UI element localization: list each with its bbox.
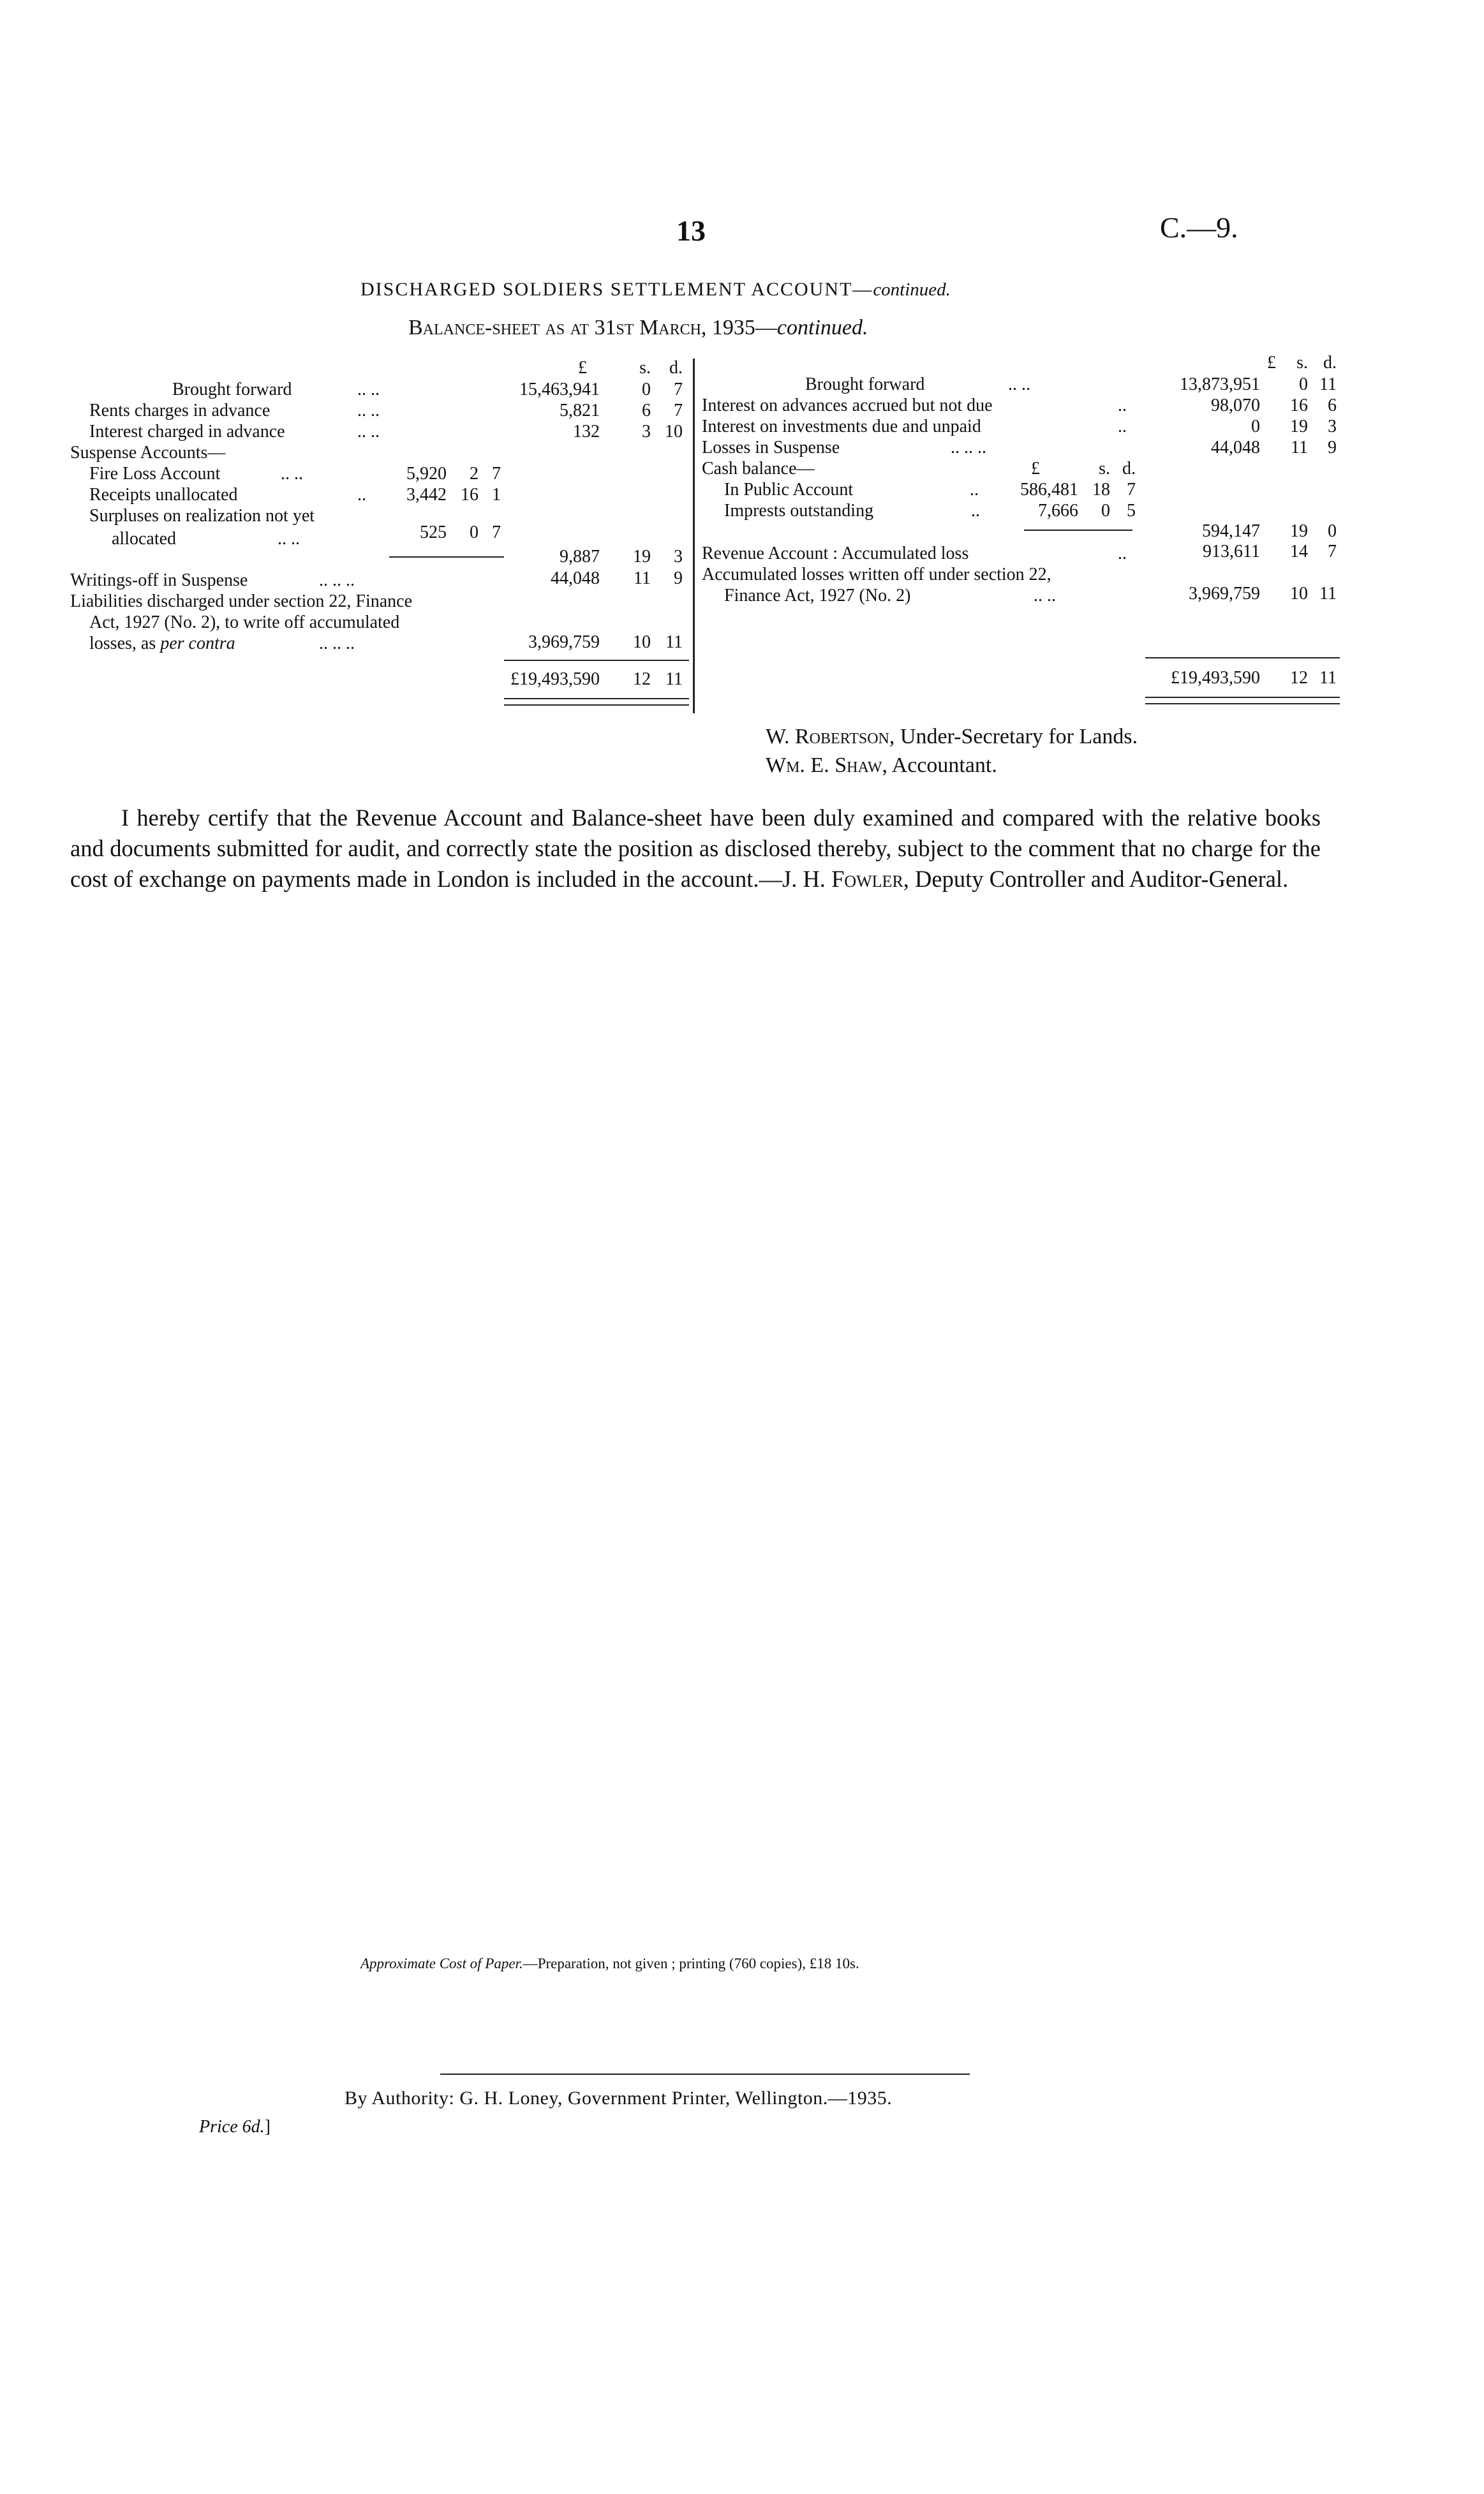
left-total-shillings: 12 (633, 669, 651, 689)
right-interest-advances-leader: .. (1118, 396, 1127, 415)
right-cash-total-pence: 0 (1328, 521, 1337, 541)
column-divider (693, 359, 695, 713)
left-suspense-total-pounds: 9,887 (560, 547, 600, 567)
audit-certificate (70, 803, 1321, 894)
left-fire-pence: 7 (492, 464, 501, 484)
right-losses-pence: 9 (1328, 438, 1337, 457)
left-total-pounds: £19,493,590 (510, 669, 600, 689)
left-liabilities-label: losses, as (89, 634, 161, 653)
left-fire-pounds: 5,920 (406, 464, 447, 484)
right-public-account-label: In Public Account (724, 480, 854, 500)
paper-code: C.—9. (1160, 211, 1238, 244)
right-interest-investments-leader: .. (1118, 417, 1127, 436)
right-public-account-pounds: 586,481 (1020, 480, 1078, 500)
right-revenue-pounds: 913,611 (1203, 542, 1260, 561)
signature-name-shaw: Wm. E. Shaw, (766, 753, 888, 777)
left-writings-pounds: 44,048 (551, 568, 600, 588)
left-fire-shillings: 2 (470, 464, 479, 484)
right-accumulated-leader: .. .. (1034, 586, 1056, 605)
right-interest-investments-shillings: 19 (1290, 417, 1308, 436)
left-total-double-rule (504, 698, 689, 706)
right-total-pounds: £19,493,590 (1171, 668, 1260, 688)
left-surpluses-label: allocated (112, 529, 177, 549)
left-surpluses-pounds: 525 (420, 523, 447, 542)
title-suffix: continued. (873, 279, 951, 300)
approximate-cost (360, 1956, 859, 1972)
certificate-title: Deputy Controller and Auditor-General. (909, 866, 1289, 892)
cost-text: —Preparation, not given ; printing (760 copies), £18 10s. (523, 1956, 859, 1971)
left-shilling-header: s. (639, 358, 651, 378)
right-imprests-pounds: 7,666 (1038, 501, 1078, 521)
right-shilling-header: s. (1296, 353, 1308, 373)
right-revenue-shillings: 14 (1290, 542, 1308, 561)
right-total-double-rule (1145, 697, 1340, 704)
left-suspense-total-pence: 3 (674, 547, 683, 567)
right-cash-heading: Cash balance— (702, 459, 815, 479)
left-writings-shillings: 11 (634, 568, 651, 588)
right-cash-pence-header: d. (1122, 459, 1136, 479)
right-brought-forward-pence: 11 (1319, 375, 1337, 394)
right-imprests-label: Imprests outstanding (724, 501, 874, 521)
left-total-pence: 11 (665, 669, 683, 689)
certificate-text: I hereby certify that the Revenue Account and Balance-sheet have been duly examined and compared with the relative books and documents submitted for audit, and correctly state the position as disclosed thereby, subject to the comment that no charge for the cost of exchange on payments made in London is included in the account.—J. H. (70, 805, 1321, 892)
signature-name-robertson: W. Robertson, (766, 725, 895, 748)
left-writings-leader: .. .. .. (319, 570, 355, 590)
certificate-name: Fowler, (831, 866, 909, 892)
price-label: Price 6d. (199, 2117, 265, 2137)
right-accumulated-pence: 11 (1319, 584, 1337, 604)
left-receipts-pounds: 3,442 (406, 485, 447, 505)
right-accumulated-line1: Accumulated losses written off under section 22, (702, 565, 1051, 584)
printing-authority: By Authority: G. H. Loney, Government Printer, Wellington.—1935. (345, 2088, 893, 2109)
document-title (360, 279, 951, 301)
right-public-account-shillings: 18 (1092, 480, 1110, 500)
right-interest-advances-pence: 6 (1328, 396, 1337, 415)
left-liabilities-line1: Liabilities discharged under section 22, Finance (70, 591, 413, 611)
page-number: 13 (676, 214, 706, 247)
right-cash-shilling-header: s. (1099, 459, 1110, 479)
right-losses-shillings: 11 (1291, 438, 1308, 457)
title-main: DISCHARGED SOLDIERS SETTLEMENT ACCOUNT— (360, 279, 873, 300)
signature-title-accountant: Accountant. (891, 753, 997, 777)
left-brought-forward-pence: 7 (674, 380, 683, 399)
left-interest-leader: .. .. (357, 422, 380, 442)
right-losses-label: Losses in Suspense (702, 438, 840, 457)
right-cash-pound-header: £ (1031, 459, 1040, 479)
right-imprests-leader: .. (971, 501, 980, 521)
left-pound-header: £ (578, 358, 587, 378)
left-liabilities-pounds: 3,969,759 (528, 632, 600, 652)
right-interest-investments-pounds: 0 (1251, 417, 1260, 436)
right-brought-forward-label: Brought forward (805, 375, 925, 394)
left-liabilities-pence: 11 (665, 632, 683, 652)
right-losses-leader: .. .. .. (951, 438, 986, 457)
left-surpluses-pence: 7 (492, 523, 501, 542)
right-pence-header: d. (1323, 353, 1337, 373)
right-cash-total-shillings: 19 (1290, 521, 1308, 541)
right-interest-investments-label: Interest on investments due and unpaid (702, 417, 981, 436)
left-pence-header: d. (669, 358, 683, 378)
left-fire-leader: .. .. (281, 464, 303, 484)
left-surpluses-line1: Surpluses on realization not yet (89, 506, 315, 526)
right-public-account-leader: .. (970, 480, 979, 500)
left-total-rule (504, 660, 689, 661)
cost-label: Approximate Cost of Paper. (360, 1956, 523, 1971)
left-interest-pence: 10 (665, 422, 683, 442)
left-rents-pence: 7 (674, 401, 683, 420)
right-revenue-pence: 7 (1328, 542, 1337, 561)
left-interest-shillings: 3 (642, 422, 651, 442)
left-surpluses-shillings: 0 (470, 523, 479, 542)
left-suspense-heading: Suspense Accounts— (70, 443, 226, 463)
right-imprests-pence: 5 (1127, 501, 1136, 521)
signature-title-under-secretary: Under-Secretary for Lands. (900, 725, 1138, 748)
left-brought-forward-label: Brought forward (172, 380, 292, 399)
left-brought-forward-leader: .. .. (357, 380, 380, 399)
right-brought-forward-shillings: 0 (1299, 375, 1308, 394)
left-rents-leader: .. .. (357, 401, 380, 420)
left-writings-label: Writings-off in Suspense (70, 570, 248, 590)
right-cash-subtotal-rule (1024, 530, 1132, 531)
left-brought-forward-pounds: 15,463,941 (519, 380, 600, 399)
right-interest-advances-label: Interest on advances accrued but not due (702, 396, 993, 415)
left-brought-forward-shillings: 0 (642, 380, 651, 399)
right-total-rule (1145, 657, 1340, 658)
right-accumulated-label: Finance Act, 1927 (No. 2) (724, 586, 911, 605)
right-revenue-label: Revenue Account : Accumulated loss (702, 544, 969, 563)
left-receipts-leader: .. (357, 485, 366, 505)
right-interest-investments-pence: 3 (1328, 417, 1337, 436)
right-accumulated-shillings: 10 (1290, 584, 1308, 604)
left-rents-shillings: 6 (642, 401, 651, 420)
left-receipts-shillings: 16 (461, 485, 479, 505)
subtitle-main: Balance-sheet as at 31st March, 1935— (408, 316, 777, 339)
left-liabilities-leader: .. .. .. (319, 634, 355, 653)
right-imprests-shillings: 0 (1101, 501, 1110, 521)
left-interest-pounds: 132 (573, 422, 600, 442)
left-per-contra: per contra (160, 634, 235, 653)
right-revenue-leader: .. (1118, 544, 1127, 563)
right-total-pence: 11 (1319, 668, 1337, 688)
left-suspense-total-shillings: 19 (633, 547, 651, 567)
document-subtitle (408, 316, 868, 340)
right-losses-pounds: 44,048 (1211, 438, 1260, 457)
left-liabilities-line2: Act, 1927 (No. 2), to write off accumulated (89, 612, 400, 632)
left-interest-label: Interest charged in advance (89, 422, 285, 442)
right-cash-total-pounds: 594,147 (1202, 521, 1260, 541)
left-receipts-pence: 1 (492, 485, 501, 505)
right-brought-forward-pounds: 13,873,951 (1180, 375, 1260, 394)
left-rents-pounds: 5,821 (560, 401, 600, 420)
subtitle-suffix: continued. (776, 316, 868, 339)
price-bracket: ] (264, 2117, 271, 2137)
price (199, 2117, 271, 2137)
right-interest-advances-shillings: 16 (1290, 396, 1308, 415)
right-brought-forward-leader: .. .. (1008, 375, 1030, 394)
right-pound-header: £ (1267, 353, 1276, 373)
left-liabilities-line3 (89, 633, 235, 654)
left-receipts-label: Receipts unallocated (89, 485, 238, 505)
left-liabilities-shillings: 10 (633, 632, 651, 652)
right-total-shillings: 12 (1290, 668, 1308, 688)
left-rents-label: Rents charges in advance (89, 401, 271, 420)
left-surpluses-leader: .. .. (278, 529, 300, 549)
signature-accountant (766, 752, 997, 780)
right-accumulated-pounds: 3,969,759 (1189, 584, 1260, 604)
signature-under-secretary (766, 723, 1138, 751)
left-writings-pence: 9 (674, 568, 683, 588)
right-interest-advances-pounds: 98,070 (1211, 396, 1260, 415)
right-public-account-pence: 7 (1127, 480, 1136, 500)
footer-rule (440, 2074, 970, 2075)
left-fire-label: Fire Loss Account (89, 464, 221, 484)
